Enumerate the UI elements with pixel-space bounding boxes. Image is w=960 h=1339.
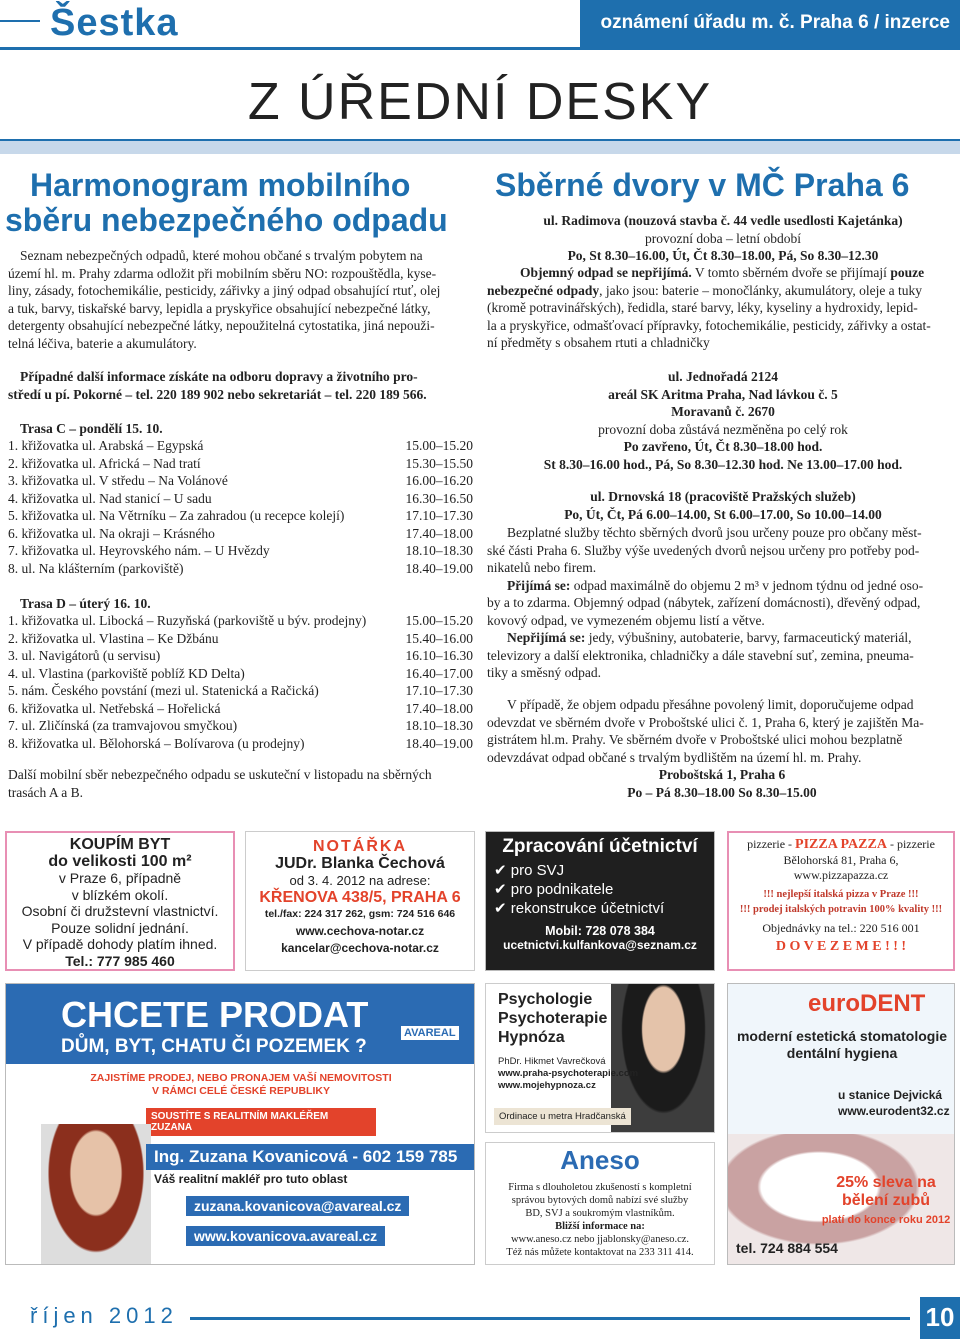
stop-time: 16.00–16.20: [405, 473, 473, 488]
route-stop: [8, 735, 473, 752]
yard-jednorada: [490, 368, 956, 473]
intro-line: území hl. m. Prahy zdarma odložit při mobilním sběru NO: rozpouštědla, kyse-: [8, 265, 437, 281]
outro-text: [8, 766, 478, 801]
route-stop: [8, 507, 473, 524]
rules-bold: Nepřijímá se:: [507, 630, 586, 645]
yard-hours: St 8.30–16.00 hod., Pá, So 8.30–12.30 hod. Ne 13.00–17.00 hod.: [543, 456, 903, 472]
ad-line: ✔ pro SVJ: [494, 862, 565, 879]
stop-location: 5. křižovatka ul. Na Větrníku – Za zahradou (u recepce kolejí): [8, 508, 345, 523]
ad-line: v Praze 6, případně: [58, 870, 182, 886]
stop-location: 8. ul. Na klášterním (parkoviště): [8, 560, 184, 576]
probostska-note: [487, 696, 957, 801]
ad-line: u stanice Dejvická: [838, 1088, 943, 1102]
note-line: gistrátem hl.m. Prahy. Ve sběrném dvoře v Proboštské ulici mohou bezplatně: [487, 732, 903, 747]
route-stop: [8, 612, 473, 629]
ad-line: moderní estetická stomatologie: [736, 1028, 948, 1044]
stop-time: 18.10–18.30: [405, 718, 473, 733]
yard-rules: [487, 524, 957, 682]
ad-line: KŘENOVA 438/5, PRAHA 6: [259, 889, 461, 906]
brand-logo: Šestka: [50, 2, 179, 44]
stop-time: 17.10–17.30: [405, 683, 473, 698]
note-text: ní předměty s obsahem rtuti a chladničky: [487, 335, 710, 350]
info-line: Případné další informace získáte na odboru dopravy a životního pro-: [20, 369, 418, 384]
left-heading-line1: Harmonogram mobilního: [30, 167, 411, 203]
ad-line: D O V E Z E M E ! ! !: [775, 939, 907, 954]
ad-services: [498, 990, 607, 1047]
intro-text: [8, 247, 473, 352]
ad-line: www.eurodent32.cz: [838, 1104, 950, 1118]
yard-hours: Po, St 8.30–16.00, Út, Čt 8.30–18.00, Pá, So 8.30–12.30: [567, 248, 879, 263]
route-stop: [8, 542, 473, 559]
stop-time: 17.40–18.00: [405, 700, 473, 716]
ad-line: !!! prodej italských potravin 100% kvality !!!: [739, 904, 943, 915]
ad-line: www.mojehypnoza.cz: [498, 1080, 596, 1091]
probostska-hours: Po – Pá 8.30–18.00 So 8.30–15.00: [627, 784, 817, 800]
note-bold: pouze: [890, 265, 925, 280]
intro-line: a tuk, barvy, tiskařské barvy, lepidla a pryskyřice obsahující nebezpečné látky,: [8, 300, 431, 316]
stop-location: 4. křižovatka ul. Nad stanicí – U sadu: [8, 490, 212, 506]
yard-address: ul. Drnovská 18 (pracoviště Pražských služeb): [590, 489, 856, 504]
yard-address: areál SK Aritma Praha, Nad lávkou č. 5: [608, 386, 838, 402]
stop-time: 18.10–18.30: [405, 543, 473, 558]
note-text: , jako jsou: baterie – monočlánky, akumulátory, oleje a tuky: [599, 282, 923, 298]
route-stop: [8, 700, 473, 717]
route-stop: [8, 490, 473, 507]
note-line: odevzdat ve sběrném dvoře v Proboštské ulici č. 1, Praha 6, který je zajištěn Ma-: [487, 714, 924, 730]
avareal-logo: AVAREAL: [401, 1026, 459, 1040]
route-stop: [8, 455, 473, 472]
stop-location: 1. křižovatka ul. Arabská – Egypská: [8, 438, 204, 453]
stop-time: 17.10–17.30: [405, 508, 473, 523]
page-title: Z ÚŘEDNÍ DESKY: [247, 73, 713, 131]
yard-radimova-note: [487, 264, 957, 352]
ad-line: Mobil: 728 078 384: [545, 924, 655, 938]
ad-line: Osobní či družstevní vlastnictví.: [21, 903, 219, 919]
info-text: [8, 368, 478, 403]
ad-line: tel./fax: 224 317 262, gsm: 724 516 646: [264, 908, 456, 920]
ad-line: Pouze solidní jednání.: [51, 919, 189, 936]
ad-line: NOTÁŘKA: [313, 838, 407, 855]
ad-web: www.kovanicova.avareal.cz: [186, 1226, 385, 1246]
note-text: la a pryskyřice, odmašťovací přípravky, fotochemikálie, pesticidy, zářivky a ostat-: [487, 317, 931, 333]
ad-line: Hypnóza: [498, 1029, 565, 1046]
intro-line: Seznam nebezpečných odpadů, které mohou občané s trvalým pobytem na: [20, 248, 423, 263]
stop-time: 15.00–15.20: [405, 613, 473, 628]
ad-line: Firma s dlouholetou zkušeností s kompletní: [508, 1182, 692, 1193]
stop-location: 7. ul. Zličínská (za tramvajovou smyčkou): [8, 718, 238, 733]
rules-bold: Přijímá se:: [507, 577, 571, 593]
ad-line: BD, SVJ a soukromým vlastníkům.: [525, 1208, 675, 1219]
yard-radimova: [490, 212, 956, 265]
outro-line: trasách A a B.: [8, 784, 83, 800]
intro-line: detergenty obsahující nebezpečné látky, nepoužitelná cytostatika, jiná nepouži-: [8, 318, 435, 333]
right-heading: Sběrné dvory v MČ Praha 6: [495, 167, 910, 203]
note-text: (kromě potravinářských), ředidla, staré barvy, léky, kyseliny a hydroxidy, lepid-: [487, 300, 918, 315]
probostska-address: Proboštská 1, Praha 6: [658, 767, 786, 782]
ad-eurodent: [727, 983, 955, 1265]
yard-address: ul. Radimova (nouzová stavba č. 44 vedle usedlosti Kajetánka): [543, 213, 903, 228]
note-line: V případě, že objem odpadu přesáhne povolený limit, doporučujeme odpad: [507, 697, 914, 712]
ad-line: Bližší informace na:: [555, 1221, 645, 1232]
stop-time: 16.30–16.50: [405, 490, 473, 506]
title-band-rule: [0, 139, 960, 141]
ad-subheadline: DŮM, BYT, CHATU ČI POZEMEK ?: [61, 1036, 367, 1057]
ad-contact: [498, 1056, 638, 1092]
ad-phone: tel. 724 884 554: [736, 1240, 838, 1256]
aneso-logo: Aneso: [560, 1145, 640, 1175]
title-band: [0, 140, 960, 154]
stop-location: 4. ul. Vlastina (parkoviště poblíž KD Delta): [8, 665, 245, 681]
yard-drnovska: [490, 488, 956, 523]
stop-location: 6. křižovatka ul. Na okraji – Krásného: [8, 525, 215, 541]
stop-time: 16.10–16.30: [405, 648, 473, 663]
stop-time: 16.40–17.00: [405, 665, 473, 681]
ad-line: Bělohorská 81, Praha 6,: [783, 852, 899, 867]
ad-line: www.praha-psychoterapie.com: [498, 1068, 639, 1079]
stop-time: 15.40–16.00: [405, 630, 473, 646]
rules-line: jedy, výbušniny, autobaterie, barvy, farmaceutický materiál,: [585, 630, 912, 645]
yard-address: Moravanů č. 2670: [671, 404, 775, 419]
stop-location: 1. křižovatka ul. Libocká – Ruzyňská (parkoviště u býv. prodejny): [8, 613, 367, 628]
page-number: 10: [920, 1297, 960, 1339]
ad-line: ✔ pro podnikatele: [494, 881, 614, 898]
eurodent-logo: euroDENT: [808, 990, 926, 1017]
ad-line: správou bytových domů nabízí své služby: [511, 1195, 689, 1206]
stop-location: 2. křižovatka ul. Africká – Nad tratí: [8, 455, 201, 471]
ad-line: Psychologie: [498, 991, 593, 1008]
route-stop: [8, 717, 473, 734]
header-section-tag: oznámení úřadu m. č. Praha 6 / inzerce: [580, 0, 960, 47]
ad-line: www.pizzapazza.cz: [793, 868, 889, 882]
stop-time: 15.00–15.20: [405, 438, 473, 453]
ad-line: ucetnictvi.kulfankova@seznam.cz: [503, 938, 697, 952]
ad-line: Váš realitní makléř pro tuto oblast: [154, 1172, 348, 1186]
stop-location: 8. křižovatka ul. Bělohorská – Bolívarova (u prodejny): [8, 735, 305, 751]
ad-line: www.cechova-notar.cz: [295, 924, 425, 938]
yard-hours: Po, Út, Čt, Pá 6.00–14.00, St 6.00–17.00, So 10.00–14.00: [564, 506, 882, 522]
ad-aneso: [485, 1142, 715, 1265]
route-d-title: Trasa D – úterý 16. 10.: [20, 596, 151, 611]
ad-offer-note: platí do konce roku 2012: [821, 1214, 951, 1226]
ad-line: KOUPÍM BYT: [69, 836, 171, 853]
stop-time: 15.30–15.50: [405, 455, 473, 471]
stop-location: 3. ul. Navigátorů (u servisu): [8, 648, 161, 663]
ad-contact: Ing. Zuzana Kovanicová - 602 159 785: [146, 1144, 475, 1170]
info-line: středí u pí. Pokorné – tel. 220 189 902 nebo sekretariát – tel. 220 189 566.: [8, 386, 427, 402]
stop-location: 2. křižovatka ul. Vlastina – Ke Džbánu: [8, 630, 219, 646]
rules-line: televizory a další elektronika, chladničky a dále stavební suť, zemina, pneuma-: [487, 647, 914, 663]
brand-rule: [0, 20, 40, 22]
ad-ribbon: SOUSTÍTE S REALITNÍM MAKLÉŘEM ZUZANA: [146, 1108, 376, 1136]
ad-ucetnictvi: [485, 831, 715, 971]
route-stop: [8, 525, 473, 542]
yard-hours-label: provozní doba – letní období: [645, 230, 801, 246]
rules-line: tiky a směsný odpad.: [487, 665, 601, 680]
ad-email: zuzana.kovanicova@avareal.cz: [186, 1196, 409, 1216]
rules-line: odpad maximálně do objemu 2 m³ v jednom týdnu od jedné oso-: [570, 577, 924, 593]
yard-address: ul. Jednořadá 2124: [668, 369, 778, 384]
route-stop: [8, 472, 473, 489]
stop-time: 18.40–19.00: [405, 735, 473, 751]
left-heading-line2: sběru nebezpečného odpadu: [5, 202, 448, 238]
rules-line: nikatelů nebo firem.: [487, 560, 597, 575]
ad-koupim-byt: [5, 831, 235, 971]
route-stop: [8, 665, 473, 682]
route-c-title: Trasa C – pondělí 15. 10.: [20, 421, 163, 436]
ad-line: od 3. 4. 2012 na adrese:: [289, 873, 431, 888]
intro-line: telná léčiva, baterie a akumulátory.: [8, 335, 197, 351]
header-rule: [0, 47, 960, 50]
outro-line: Další mobilní sběr nebezpečného odpadu se uskuteční v listopadu na sběrných: [8, 767, 432, 782]
ad-notarka: [245, 831, 475, 971]
ad-line: ✔ rekonstrukce účetnictví: [494, 900, 665, 917]
ad-line: Psychoterapie: [498, 1010, 608, 1027]
ad-avareal: [5, 983, 475, 1265]
ad-brand: PIZZA PAZZA: [795, 837, 887, 852]
yard-hours-label: provozní doba zůstává nezměněna po celý rok: [598, 421, 848, 437]
route-stop: [8, 682, 473, 699]
ad-line: Ordinace u metra Hradčanská: [494, 1108, 631, 1125]
rules-line: by a to zdarma. Objemný odpad (nábytek, zařízení domácnosti), dřevěný odpad,: [487, 595, 921, 610]
ad-line: ZAJISTÍME PRODEJ, NEBO PRONAJEM VAŠÍ NEMOVITOSTI: [90, 1072, 392, 1084]
stop-time: 18.40–19.00: [405, 560, 473, 576]
ad-phone: Tel.: 777 985 460: [65, 952, 175, 969]
ad-line: www.aneso.cz nebo jjablonsky@aneso.cz.: [510, 1234, 690, 1245]
ad-services: [728, 1028, 955, 1062]
route-stop: [8, 647, 473, 664]
agent-photo: [41, 1124, 151, 1264]
note-line: odevzdávat odpad občané s trvalým bydlištěm na území hl. m. Prahy.: [487, 749, 862, 765]
yard-hours: Po zavřeno, Út, Čt 8.30–18.00 hod.: [623, 439, 823, 454]
ad-claim: [6, 1072, 475, 1098]
ad-line: V RÁMCI CELÉ ČESKÉ REPUBLIKY: [152, 1085, 330, 1097]
ad-line: Objednávky na tel.: 220 516 001: [762, 920, 920, 935]
ad-headline: CHCETE PRODAT: [61, 994, 369, 1035]
note-bold: nebezpečné odpady: [487, 282, 600, 298]
route-stop: [8, 437, 473, 454]
route-stop: [8, 560, 473, 577]
ad-line: JUDr. Blanka Čechová: [275, 855, 445, 872]
stop-time: 17.40–18.00: [405, 525, 473, 541]
ad-line: PhDr. Hikmet Vavrečková: [498, 1056, 606, 1067]
ad-offer: 25% sleva na bělení zubů: [836, 1174, 936, 1209]
ad-line: v blízkém okolí.: [71, 886, 169, 903]
intro-line: liny, zásady, fotochemikálie, pesticidy, zářivky a jiný odpad obsahující rtuť, olej: [8, 283, 441, 298]
note-bold: Objemný odpad se nepřijímá.: [519, 265, 692, 280]
footer-month: říjen 2012: [30, 1303, 178, 1328]
ad-line: Též nás můžete kontaktovat na 233 311 414.: [506, 1247, 694, 1258]
ad-pizza-pazza: [727, 831, 955, 971]
stop-location: 3. křižovatka ul. V středu – Na Volánové: [8, 473, 228, 488]
ad-psychologie: [485, 983, 715, 1133]
stop-location: 7. křižovatka ul. Heyrovského nám. – U Hvězdy: [8, 543, 270, 558]
rules-line: Bezplatné služby těchto sběrných dvorů jsou určeny pouze pro občany měst-: [507, 525, 922, 540]
ad-text: - pizzerie: [886, 837, 935, 851]
ad-line: Zpracování účetnictví: [502, 836, 698, 857]
rules-line: kovový odpad, ve vymezeném objemu listí a větve.: [487, 612, 765, 628]
route-stop: [8, 630, 473, 647]
rules-line: ské části Praha 6. Služby výše uvedených dvorů nejsou určeny pro potřeby pod-: [487, 542, 920, 558]
ad-text: pizzerie -: [747, 837, 796, 851]
stop-location: 6. křižovatka ul. Netřebská – Hořelická: [8, 700, 221, 716]
ad-line: kancelar@cechova-notar.cz: [281, 941, 439, 955]
footer-rule: [190, 1317, 910, 1320]
ad-line: do velikosti 100 m²: [48, 852, 192, 870]
ad-line: !!! nejlepší italská pizza v Praze !!!: [763, 888, 919, 900]
ad-line: dentální hygiena: [786, 1045, 898, 1061]
note-text: V tomto sběrném dvoře se přijímají: [691, 265, 891, 280]
ad-line: V případě dohody platím ihned.: [22, 936, 218, 952]
stop-location: 5. nám. Českého povstání (mezi ul. Statenická a Račická): [8, 683, 319, 698]
